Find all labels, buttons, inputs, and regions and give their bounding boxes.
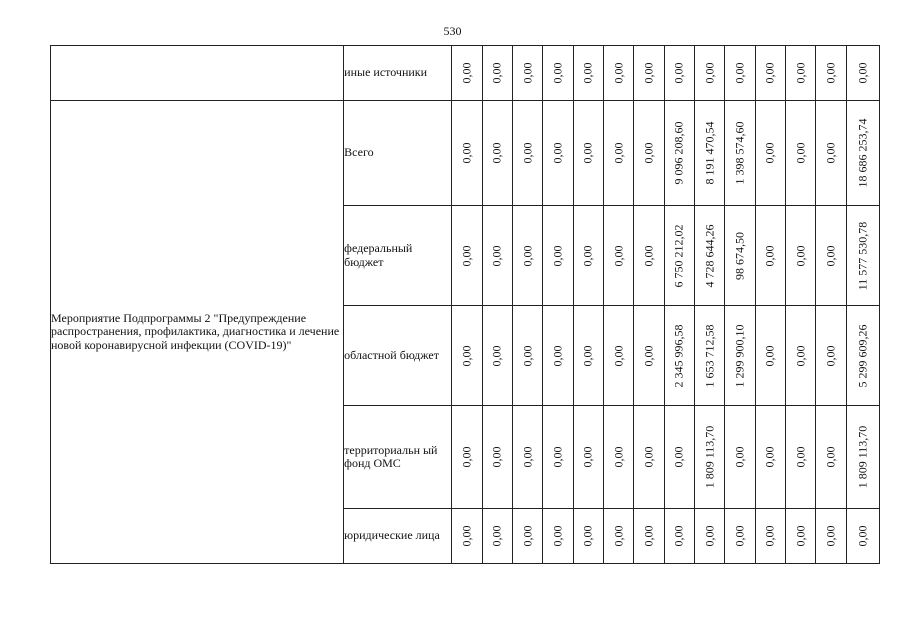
value-cell: [846, 206, 879, 306]
value-cell: [482, 46, 512, 101]
value-cell: [573, 306, 603, 406]
value-cell: [785, 206, 815, 306]
value-text: 0,00: [489, 245, 504, 266]
value-text: 0,00: [459, 62, 474, 84]
source-cell: юридические лица: [344, 509, 452, 564]
value-cell: [755, 101, 785, 206]
value-text: 0,00: [762, 525, 777, 547]
value-cell: [694, 509, 724, 564]
value-text: 0,00: [580, 525, 595, 547]
value-text: 0,00: [611, 142, 626, 164]
value-cell: [725, 306, 755, 406]
value-text: 0,00: [855, 62, 870, 84]
value-cell: [543, 206, 573, 306]
value-cell: [785, 509, 815, 564]
source-cell: иные источники: [344, 46, 452, 101]
value-cell: [573, 509, 603, 564]
value-text: 0,00: [641, 62, 656, 84]
value-text: 0,00: [489, 62, 504, 84]
value-text: 2 345 996,58: [671, 324, 686, 387]
value-text: 0,00: [580, 245, 595, 266]
value-cell: [816, 509, 846, 564]
value-cell: [634, 101, 664, 206]
value-text: 0,00: [641, 245, 656, 266]
value-cell: [573, 206, 603, 306]
value-text: 8 191 470,54: [702, 121, 717, 185]
value-text: 0,00: [762, 142, 777, 164]
value-text: 0,00: [671, 446, 686, 468]
value-cell: [694, 206, 724, 306]
value-text: 0,00: [459, 142, 474, 164]
value-text: 1 809 113,70: [702, 425, 717, 489]
value-cell: [452, 206, 482, 306]
value-cell: [785, 46, 815, 101]
value-cell: [573, 101, 603, 206]
value-text: 0,00: [823, 142, 838, 164]
value-text: 0,00: [611, 62, 626, 84]
value-text: 0,00: [489, 142, 504, 164]
value-text: 4 728 644,26: [702, 224, 717, 287]
value-cell: [573, 46, 603, 101]
source-cell: областной бюджет: [344, 306, 452, 406]
value-cell: [543, 406, 573, 509]
value-text: 0,00: [550, 345, 565, 366]
value-text: 0,00: [489, 525, 504, 547]
value-text: 0,00: [823, 62, 838, 84]
value-cell: [755, 46, 785, 101]
table-body: [51, 46, 880, 564]
value-text: 1 398 574,60: [732, 121, 747, 185]
value-text: 0,00: [550, 62, 565, 84]
value-cell: [785, 406, 815, 509]
value-cell: [543, 509, 573, 564]
value-cell: [603, 406, 633, 509]
value-text: 0,00: [520, 142, 535, 164]
value-text: 0,00: [611, 525, 626, 547]
value-text: 0,00: [550, 142, 565, 164]
value-text: 0,00: [702, 62, 717, 84]
value-cell: [543, 101, 573, 206]
value-text: 9 096 208,60: [671, 121, 686, 185]
value-cell: [482, 101, 512, 206]
value-cell: [725, 101, 755, 206]
value-cell: [664, 206, 694, 306]
value-text: 0,00: [520, 345, 535, 366]
funding-table: [50, 45, 880, 564]
value-text: 98 674,50: [732, 231, 747, 280]
value-text: 0,00: [489, 345, 504, 366]
value-cell: [846, 306, 879, 406]
value-text: 0,00: [793, 345, 808, 366]
value-cell: [846, 406, 879, 509]
value-text: 0,00: [489, 446, 504, 468]
measure-cell: Мероприятие Подпрограммы 2 "Предупреждение распространения, профилактика, диагностика и лечение новой коронавирусной инфекции (COVID-19)": [51, 101, 344, 564]
value-cell: [816, 46, 846, 101]
value-cell: [846, 509, 879, 564]
value-cell: [725, 206, 755, 306]
value-text: 0,00: [793, 525, 808, 547]
value-cell: [603, 101, 633, 206]
value-cell: [755, 509, 785, 564]
value-cell: [664, 406, 694, 509]
value-text: 0,00: [550, 245, 565, 266]
value-text: 0,00: [641, 345, 656, 366]
value-text: 1 299 900,10: [732, 324, 747, 387]
value-cell: [452, 46, 482, 101]
value-text: 0,00: [641, 446, 656, 468]
value-text: 0,00: [732, 62, 747, 84]
value-cell: [513, 101, 543, 206]
value-cell: [513, 406, 543, 509]
value-text: 0,00: [459, 245, 474, 266]
value-text: 0,00: [550, 525, 565, 547]
value-text: 0,00: [671, 525, 686, 547]
value-cell: [603, 306, 633, 406]
value-cell: [785, 101, 815, 206]
value-cell: [634, 306, 664, 406]
value-text: 0,00: [793, 142, 808, 164]
value-cell: [664, 46, 694, 101]
value-text: 0,00: [580, 446, 595, 468]
value-cell: [482, 306, 512, 406]
value-cell: [513, 206, 543, 306]
value-text: 0,00: [732, 525, 747, 547]
value-text: 0,00: [611, 446, 626, 468]
value-text: 0,00: [580, 345, 595, 366]
source-cell: территориальн ый фонд ОМС: [344, 406, 452, 509]
value-text: 0,00: [823, 446, 838, 468]
value-cell: [694, 406, 724, 509]
value-cell: [513, 46, 543, 101]
value-text: 0,00: [793, 446, 808, 468]
value-text: 0,00: [459, 525, 474, 547]
value-cell: [482, 509, 512, 564]
value-cell: [634, 406, 664, 509]
value-text: 0,00: [793, 62, 808, 84]
value-text: 0,00: [520, 62, 535, 84]
value-cell: [452, 509, 482, 564]
value-cell: [725, 46, 755, 101]
table-row: [51, 101, 880, 206]
value-cell: [846, 101, 879, 206]
source-cell: федеральный бюджет: [344, 206, 452, 306]
value-cell: [755, 206, 785, 306]
value-text: 0,00: [762, 245, 777, 266]
value-cell: [694, 101, 724, 206]
value-cell: [816, 306, 846, 406]
value-cell: [452, 406, 482, 509]
value-cell: [816, 206, 846, 306]
value-cell: [603, 206, 633, 306]
value-text: 0,00: [580, 62, 595, 84]
value-text: 0,00: [611, 345, 626, 366]
value-text: 6 750 212,02: [671, 224, 686, 287]
value-text: 0,00: [459, 345, 474, 366]
value-cell: [482, 206, 512, 306]
value-text: 0,00: [762, 446, 777, 468]
value-text: 11 577 530,78: [855, 221, 870, 290]
value-cell: [755, 306, 785, 406]
value-cell: [543, 46, 573, 101]
value-text: 0,00: [641, 142, 656, 164]
value-text: 0,00: [671, 62, 686, 84]
value-text: 1 653 712,58: [702, 324, 717, 387]
value-text: 0,00: [702, 525, 717, 547]
value-cell: [513, 509, 543, 564]
value-cell: [452, 306, 482, 406]
value-cell: [513, 306, 543, 406]
value-text: 0,00: [823, 245, 838, 266]
value-cell: [543, 306, 573, 406]
value-cell: [452, 101, 482, 206]
value-cell: [755, 406, 785, 509]
value-text: 0,00: [855, 525, 870, 547]
value-text: 0,00: [550, 446, 565, 468]
value-text: 0,00: [520, 446, 535, 468]
value-cell: [846, 46, 879, 101]
value-cell: [482, 406, 512, 509]
value-text: 0,00: [580, 142, 595, 164]
value-text: 0,00: [641, 525, 656, 547]
value-cell: [634, 46, 664, 101]
value-text: 0,00: [762, 62, 777, 84]
value-text: 0,00: [520, 245, 535, 266]
value-text: 0,00: [823, 525, 838, 547]
value-text: 1 809 113,70: [855, 425, 870, 489]
value-text: 0,00: [459, 446, 474, 468]
value-cell: [664, 101, 694, 206]
value-cell: [664, 509, 694, 564]
value-text: 0,00: [611, 245, 626, 266]
value-text: 0,00: [762, 345, 777, 366]
value-text: 18 686 253,74: [855, 118, 870, 188]
value-cell: [785, 306, 815, 406]
value-text: 0,00: [732, 446, 747, 468]
value-cell: [573, 406, 603, 509]
value-cell: [634, 509, 664, 564]
value-cell: [664, 306, 694, 406]
value-cell: [725, 406, 755, 509]
value-cell: [634, 206, 664, 306]
page-number: 530: [443, 24, 462, 38]
value-cell: [816, 101, 846, 206]
value-cell: [816, 406, 846, 509]
value-text: 0,00: [823, 345, 838, 366]
value-cell: [694, 306, 724, 406]
value-text: 5 299 609,26: [855, 324, 870, 387]
value-cell: [603, 46, 633, 101]
table-row: [51, 46, 880, 101]
value-text: 0,00: [793, 245, 808, 266]
value-cell: [603, 509, 633, 564]
empty-measure-cell: [51, 46, 344, 101]
source-cell: Всего: [344, 101, 452, 206]
value-text: 0,00: [520, 525, 535, 547]
value-cell: [694, 46, 724, 101]
value-cell: [725, 509, 755, 564]
